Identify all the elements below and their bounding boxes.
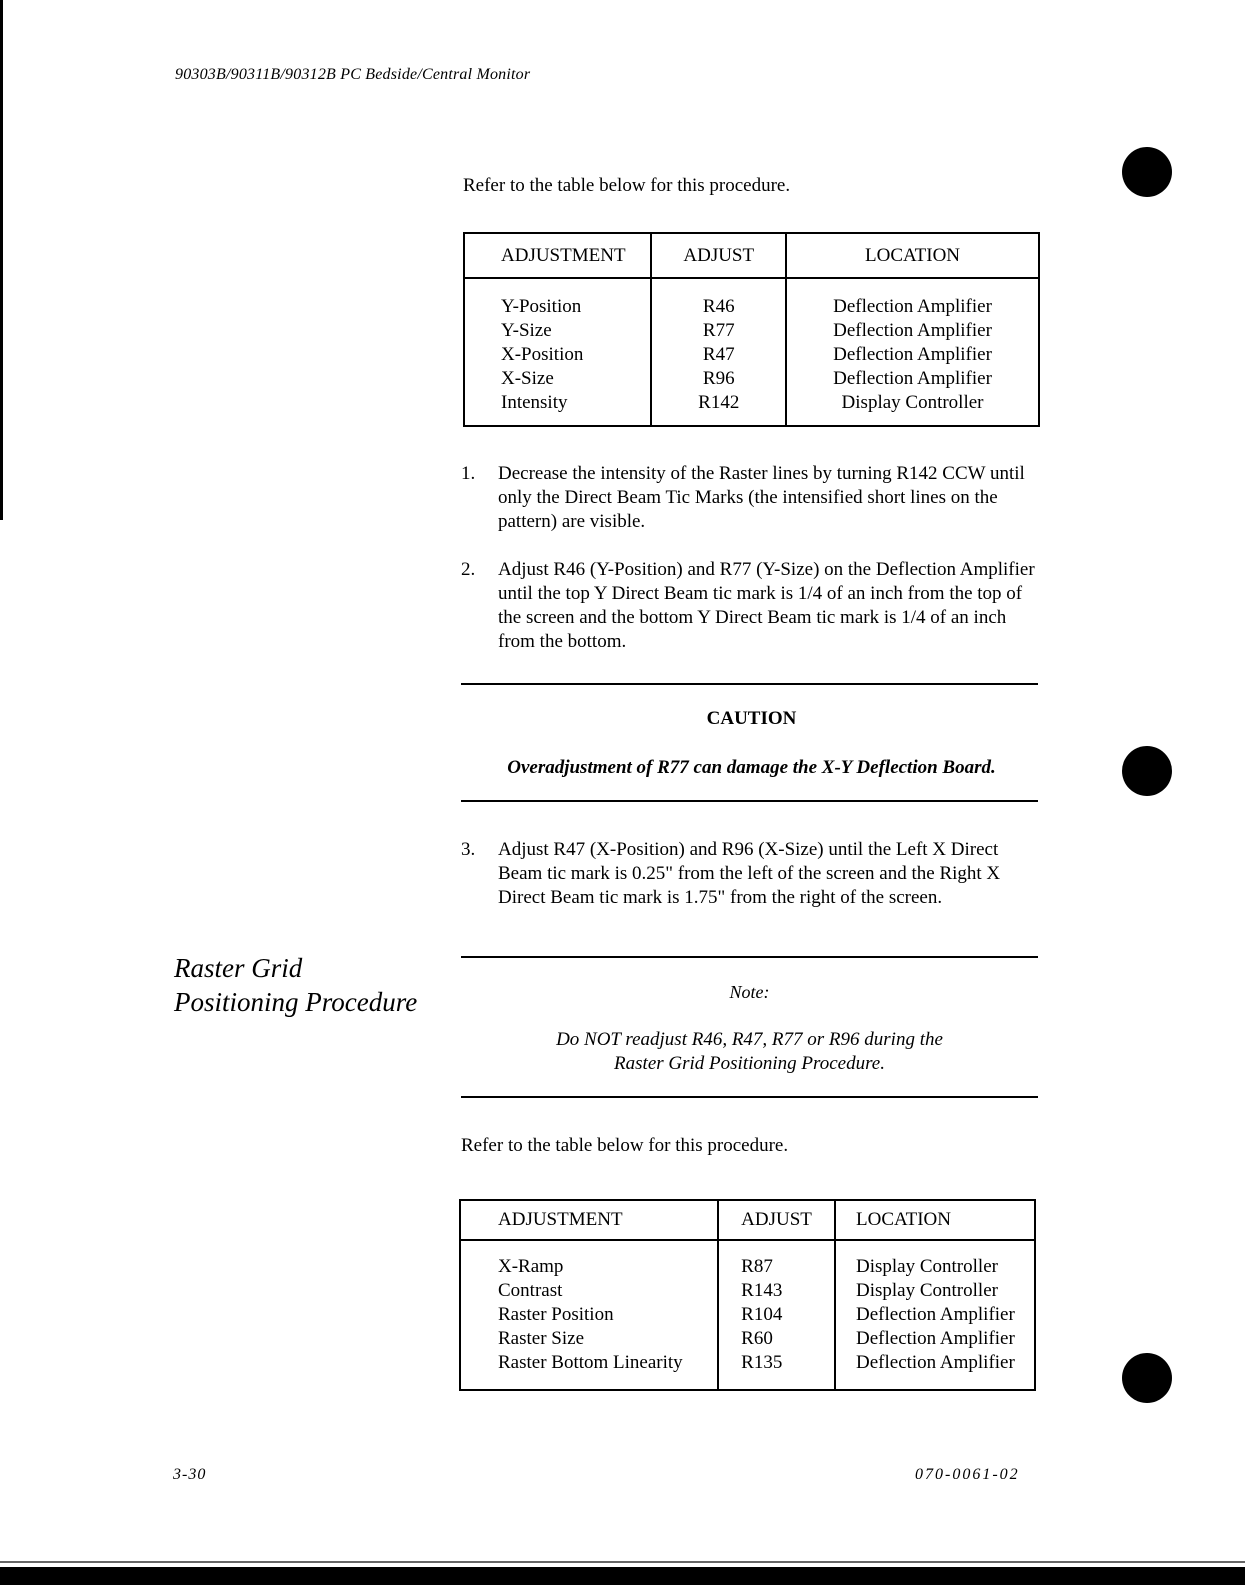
table1-header-adjustment: ADJUSTMENT xyxy=(464,233,651,278)
table-cell: Y-Position xyxy=(501,296,582,317)
punch-hole-top xyxy=(1122,147,1172,197)
table-cell: R87 xyxy=(741,1256,773,1277)
note-title: Note: xyxy=(729,982,770,1002)
table2-adjustment-column xyxy=(460,1240,718,1390)
table-cell: Deflection Amplifier xyxy=(833,368,992,389)
table1-header-adjust: ADJUST xyxy=(651,233,786,278)
section1-intro: Refer to the table below for this procedure. xyxy=(463,175,791,196)
table-cell: R142 xyxy=(698,392,740,413)
punch-hole-bottom xyxy=(1122,1353,1172,1403)
table-cell: Raster Position xyxy=(498,1304,614,1325)
section-heading xyxy=(174,951,417,1019)
note-bottom-rule xyxy=(461,1096,1038,1098)
table-cell: Deflection Amplifier xyxy=(833,296,992,317)
punch-hole-middle xyxy=(1122,746,1172,796)
procedure-steps-1-2 xyxy=(461,462,1041,654)
table-cell: X-Ramp xyxy=(498,1256,564,1277)
table1-location-column xyxy=(786,278,1039,426)
adjustment-table-1 xyxy=(463,232,1040,427)
table-cell: Deflection Amplifier xyxy=(833,320,992,341)
table-cell: Display Controller xyxy=(856,1256,998,1277)
scan-bottom-line xyxy=(0,1561,1245,1563)
note-line-2: Raster Grid Positioning Procedure. xyxy=(614,1053,885,1074)
table-cell: R143 xyxy=(741,1280,783,1301)
table-cell: X-Position xyxy=(501,344,584,365)
table-cell: Raster Bottom Linearity xyxy=(498,1352,683,1373)
table1-adjustment-column xyxy=(464,278,651,426)
note-line-1: Do NOT readjust R46, R47, R77 or R96 during the xyxy=(556,1029,943,1050)
running-header: 90303B/90311B/90312B PC Bedside/Central Monitor xyxy=(175,66,531,83)
scan-left-edge xyxy=(0,0,3,520)
note-text xyxy=(461,1028,1038,1076)
table-cell: Display Controller xyxy=(856,1280,998,1301)
table-cell: Contrast xyxy=(498,1280,563,1301)
table-cell: Y-Size xyxy=(501,320,552,341)
caution-title: CAUTION xyxy=(706,708,797,729)
caution-top-rule xyxy=(461,683,1038,685)
table2-adjust-column xyxy=(718,1240,835,1390)
note-top-rule xyxy=(461,956,1038,958)
adjustment-table-2 xyxy=(459,1199,1036,1391)
table-cell: R135 xyxy=(741,1352,783,1373)
section-heading-line2: Positioning Procedure xyxy=(174,987,418,1017)
step-3 xyxy=(461,838,1041,910)
table1-adjust-column xyxy=(651,278,786,426)
table-cell: Intensity xyxy=(501,392,568,413)
step-text: Decrease the intensity of the Raster lines by turning R142 CCW until only the Direct Beam Tic Marks (the intensified short lines on the pattern) are visible. xyxy=(498,463,1025,532)
table-cell: R104 xyxy=(741,1304,783,1325)
step-text: Adjust R47 (X-Position) and R96 (X-Size) until the Left X Direct Beam tic mark is 0.25" from the left of the screen and the Right X Direct Beam tic mark is 1.75" from the right of the screen. xyxy=(498,839,1001,908)
table-cell: R77 xyxy=(702,320,735,341)
table-cell: R60 xyxy=(741,1328,773,1349)
step-text: Adjust R46 (Y-Position) and R77 (Y-Size) on the Deflection Amplifier until the top Y Direct Beam tic mark is 1/4 of an inch from the top of the screen and the bottom Y Direct Beam tic mark is 1/4 of an inch from the bottom. xyxy=(498,559,1035,652)
document-number: 070-0061-02 xyxy=(915,1466,1020,1483)
step-number: 3. xyxy=(461,839,476,860)
step-number: 2. xyxy=(461,559,476,580)
step-1 xyxy=(461,462,1041,534)
table-cell: R96 xyxy=(702,368,735,389)
table2-header-adjustment: ADJUSTMENT xyxy=(460,1200,718,1240)
caution-bottom-rule xyxy=(461,800,1038,802)
section2-intro: Refer to the table below for this procedure. xyxy=(461,1135,789,1156)
step-number: 1. xyxy=(461,463,476,484)
table-cell: R47 xyxy=(702,344,735,365)
page-number: 3-30 xyxy=(173,1466,207,1483)
table-cell: X-Size xyxy=(501,368,554,389)
table-cell: Deflection Amplifier xyxy=(856,1352,1015,1373)
table-cell: R46 xyxy=(702,296,735,317)
section-heading-line1: Raster Grid xyxy=(174,953,303,983)
table-cell: Deflection Amplifier xyxy=(833,344,992,365)
table-cell: Deflection Amplifier xyxy=(856,1304,1015,1325)
procedure-step-3 xyxy=(461,838,1041,910)
scan-bottom-edge xyxy=(0,1567,1245,1585)
caution-text: Overadjustment of R77 can damage the X-Y Deflection Board. xyxy=(507,757,996,778)
table2-header-location: LOCATION xyxy=(835,1200,1035,1240)
table-cell: Raster Size xyxy=(498,1328,585,1349)
table2-location-column xyxy=(835,1240,1035,1390)
table2-header-adjust: ADJUST xyxy=(718,1200,835,1240)
step-2 xyxy=(461,558,1041,654)
table1-header-location: LOCATION xyxy=(786,233,1039,278)
table-cell: Deflection Amplifier xyxy=(856,1328,1015,1349)
table-cell: Display Controller xyxy=(841,392,984,413)
